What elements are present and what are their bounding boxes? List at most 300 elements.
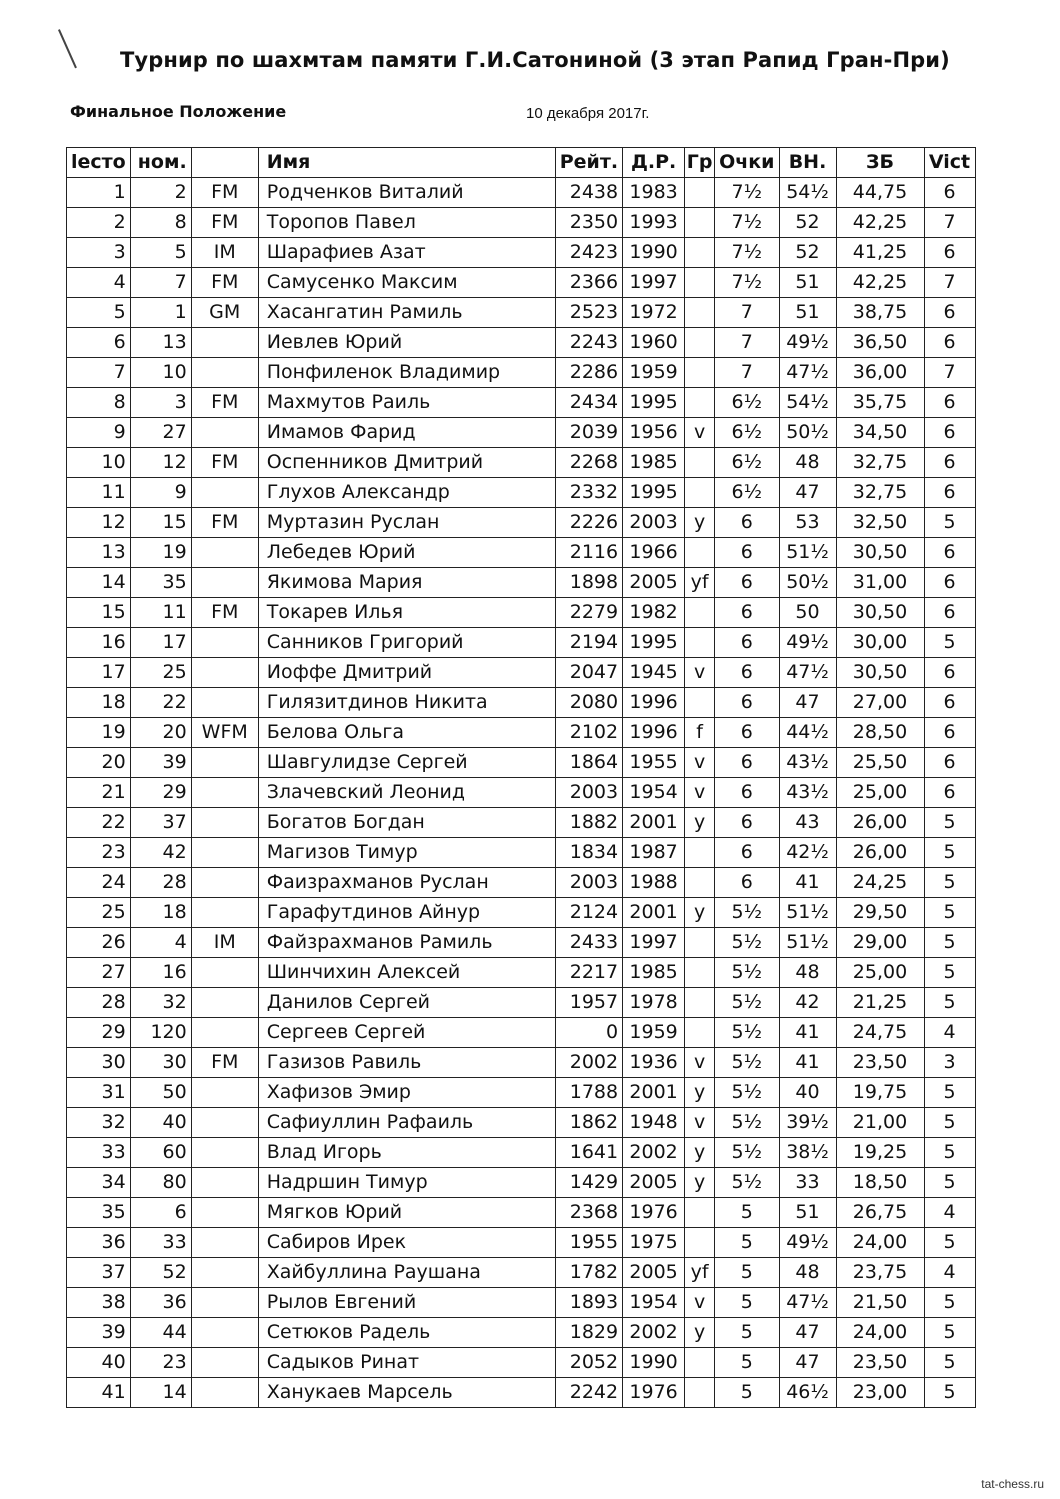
berger-cell: 34,50	[836, 418, 924, 448]
berger-cell: 25,00	[836, 958, 924, 988]
birth-year-cell: 1985	[623, 958, 685, 988]
group-cell	[685, 598, 715, 628]
wins-cell: 5	[924, 838, 975, 868]
place-cell: 16	[67, 628, 131, 658]
group-cell: f	[685, 718, 715, 748]
page-subtitle: Финальное Положение	[70, 102, 287, 121]
place-cell: 20	[67, 748, 131, 778]
points-cell: 6½	[715, 418, 779, 448]
buchholz-cell: 50	[779, 598, 836, 628]
birth-year-cell: 1983	[623, 178, 685, 208]
points-cell: 5	[715, 1198, 779, 1228]
berger-cell: 24,00	[836, 1228, 924, 1258]
name-cell: Шавгулидзе Сергей	[258, 748, 555, 778]
birth-year-cell: 2005	[623, 568, 685, 598]
berger-cell: 41,25	[836, 238, 924, 268]
number-cell: 2	[130, 178, 191, 208]
table-row	[67, 1168, 976, 1198]
wins-cell: 4	[924, 1258, 975, 1288]
place-cell: 26	[67, 928, 131, 958]
birth-year-cell: 1976	[623, 1198, 685, 1228]
table-row	[67, 268, 976, 298]
col-header-number: ном.	[130, 148, 191, 178]
wins-cell: 6	[924, 718, 975, 748]
name-cell: Ханукаев Марсель	[258, 1378, 555, 1408]
berger-cell: 23,50	[836, 1348, 924, 1378]
place-cell: 13	[67, 538, 131, 568]
birth-year-cell: 1987	[623, 838, 685, 868]
wins-cell: 5	[924, 1168, 975, 1198]
title-cell	[191, 538, 258, 568]
table-row	[67, 1078, 976, 1108]
site-watermark: tat-chess.ru	[981, 1477, 1044, 1491]
place-cell: 14	[67, 568, 131, 598]
title-cell	[191, 838, 258, 868]
number-cell: 23	[130, 1348, 191, 1378]
rating-cell: 1788	[555, 1078, 622, 1108]
berger-cell: 30,50	[836, 538, 924, 568]
name-cell: Шинчихин Алексей	[258, 958, 555, 988]
title-cell: IM	[191, 238, 258, 268]
birth-year-cell: 1996	[623, 688, 685, 718]
buchholz-cell: 52	[779, 208, 836, 238]
table-row	[67, 298, 976, 328]
points-cell: 5	[715, 1228, 779, 1258]
place-cell: 12	[67, 508, 131, 538]
title-cell	[191, 898, 258, 928]
buchholz-cell: 42½	[779, 838, 836, 868]
berger-cell: 31,00	[836, 568, 924, 598]
name-cell: Данилов Сергей	[258, 988, 555, 1018]
points-cell: 7½	[715, 238, 779, 268]
wins-cell: 5	[924, 628, 975, 658]
buchholz-cell: 41	[779, 1018, 836, 1048]
wins-cell: 5	[924, 508, 975, 538]
points-cell: 5½	[715, 1078, 779, 1108]
table-row	[67, 1198, 976, 1228]
col-header-points: Очки	[715, 148, 779, 178]
table-row	[67, 208, 976, 238]
name-cell: Якимова Мария	[258, 568, 555, 598]
table-row	[67, 388, 976, 418]
table-row	[67, 748, 976, 778]
rating-cell: 2242	[555, 1378, 622, 1408]
table-row	[67, 508, 976, 538]
title-cell: FM	[191, 598, 258, 628]
berger-cell: 21,25	[836, 988, 924, 1018]
table-row	[67, 1138, 976, 1168]
number-cell: 10	[130, 358, 191, 388]
birth-year-cell: 1995	[623, 478, 685, 508]
group-cell	[685, 1018, 715, 1048]
rating-cell: 2002	[555, 1048, 622, 1078]
number-cell: 3	[130, 388, 191, 418]
title-cell	[191, 478, 258, 508]
points-cell: 5½	[715, 1138, 779, 1168]
rating-cell: 0	[555, 1018, 622, 1048]
col-header-group: Гр	[685, 148, 715, 178]
berger-cell: 25,00	[836, 778, 924, 808]
points-cell: 6	[715, 628, 779, 658]
points-cell: 7	[715, 358, 779, 388]
col-header-wins: Vict	[924, 148, 975, 178]
title-cell	[191, 1288, 258, 1318]
points-cell: 7	[715, 298, 779, 328]
berger-cell: 42,25	[836, 208, 924, 238]
points-cell: 6	[715, 538, 779, 568]
name-cell: Сергеев Сергей	[258, 1018, 555, 1048]
berger-cell: 23,50	[836, 1048, 924, 1078]
wins-cell: 6	[924, 238, 975, 268]
number-cell: 52	[130, 1258, 191, 1288]
name-cell: Газизов Равиль	[258, 1048, 555, 1078]
group-cell: y	[685, 1078, 715, 1108]
place-cell: 3	[67, 238, 131, 268]
wins-cell: 5	[924, 1318, 975, 1348]
title-cell	[191, 418, 258, 448]
buchholz-cell: 54½	[779, 178, 836, 208]
col-header-birth-year: Д.Р.	[623, 148, 685, 178]
name-cell: Лебедев Юрий	[258, 538, 555, 568]
berger-cell: 23,75	[836, 1258, 924, 1288]
birth-year-cell: 1972	[623, 298, 685, 328]
buchholz-cell: 52	[779, 238, 836, 268]
buchholz-cell: 51½	[779, 898, 836, 928]
title-cell	[191, 1168, 258, 1198]
table-row	[67, 958, 976, 988]
table-row	[67, 178, 976, 208]
rating-cell: 1893	[555, 1288, 622, 1318]
buchholz-cell: 50½	[779, 418, 836, 448]
name-cell: Надршин Тимур	[258, 1168, 555, 1198]
wins-cell: 4	[924, 1198, 975, 1228]
buchholz-cell: 47½	[779, 1288, 836, 1318]
birth-year-cell: 2001	[623, 898, 685, 928]
title-cell	[191, 658, 258, 688]
birth-year-cell: 2005	[623, 1168, 685, 1198]
berger-cell: 25,50	[836, 748, 924, 778]
wins-cell: 6	[924, 478, 975, 508]
number-cell: 35	[130, 568, 191, 598]
points-cell: 6	[715, 658, 779, 688]
buchholz-cell: 38½	[779, 1138, 836, 1168]
points-cell: 5½	[715, 898, 779, 928]
berger-cell: 19,25	[836, 1138, 924, 1168]
title-cell	[191, 328, 258, 358]
name-cell: Махмутов Раиль	[258, 388, 555, 418]
place-cell: 6	[67, 328, 131, 358]
table-row	[67, 598, 976, 628]
title-cell: FM	[191, 208, 258, 238]
number-cell: 11	[130, 598, 191, 628]
number-cell: 33	[130, 1228, 191, 1258]
place-cell: 34	[67, 1168, 131, 1198]
wins-cell: 5	[924, 868, 975, 898]
number-cell: 30	[130, 1048, 191, 1078]
rating-cell: 1898	[555, 568, 622, 598]
wins-cell: 6	[924, 448, 975, 478]
name-cell: Родченков Виталий	[258, 178, 555, 208]
table-row	[67, 328, 976, 358]
title-cell	[191, 1018, 258, 1048]
name-cell: Рылов Евгений	[258, 1288, 555, 1318]
wins-cell: 3	[924, 1048, 975, 1078]
place-cell: 25	[67, 898, 131, 928]
birth-year-cell: 2001	[623, 1078, 685, 1108]
title-cell	[191, 988, 258, 1018]
place-cell: 4	[67, 268, 131, 298]
place-cell: 11	[67, 478, 131, 508]
points-cell: 6	[715, 688, 779, 718]
title-cell: IM	[191, 928, 258, 958]
number-cell: 80	[130, 1168, 191, 1198]
wins-cell: 5	[924, 988, 975, 1018]
berger-cell: 27,00	[836, 688, 924, 718]
wins-cell: 6	[924, 688, 975, 718]
wins-cell: 6	[924, 298, 975, 328]
place-cell: 24	[67, 868, 131, 898]
place-cell: 18	[67, 688, 131, 718]
berger-cell: 24,75	[836, 1018, 924, 1048]
name-cell: Фаизрахманов Руслан	[258, 868, 555, 898]
berger-cell: 36,00	[836, 358, 924, 388]
berger-cell: 18,50	[836, 1168, 924, 1198]
rating-cell: 2523	[555, 298, 622, 328]
group-cell: y	[685, 1318, 715, 1348]
buchholz-cell: 54½	[779, 388, 836, 418]
group-cell: y	[685, 1168, 715, 1198]
title-cell	[191, 1228, 258, 1258]
group-cell: v	[685, 1288, 715, 1318]
birth-year-cell: 1996	[623, 718, 685, 748]
table-row	[67, 568, 976, 598]
group-cell	[685, 538, 715, 568]
place-cell: 22	[67, 808, 131, 838]
group-cell	[685, 478, 715, 508]
place-cell: 32	[67, 1108, 131, 1138]
rating-cell: 2217	[555, 958, 622, 988]
berger-cell: 21,50	[836, 1288, 924, 1318]
points-cell: 7½	[715, 268, 779, 298]
wins-cell: 5	[924, 1348, 975, 1378]
group-cell	[685, 1348, 715, 1378]
number-cell: 29	[130, 778, 191, 808]
group-cell	[685, 358, 715, 388]
buchholz-cell: 48	[779, 1258, 836, 1288]
wins-cell: 6	[924, 178, 975, 208]
buchholz-cell: 50½	[779, 568, 836, 598]
buchholz-cell: 47½	[779, 358, 836, 388]
rating-cell: 1834	[555, 838, 622, 868]
name-cell: Понфиленок Владимир	[258, 358, 555, 388]
group-cell	[685, 1198, 715, 1228]
group-cell	[685, 298, 715, 328]
wins-cell: 5	[924, 1078, 975, 1108]
birth-year-cell: 1990	[623, 238, 685, 268]
rating-cell: 2243	[555, 328, 622, 358]
place-cell: 38	[67, 1288, 131, 1318]
place-cell: 9	[67, 418, 131, 448]
buchholz-cell: 43½	[779, 748, 836, 778]
col-header-buchholz: ВН.	[779, 148, 836, 178]
birth-year-cell: 1997	[623, 928, 685, 958]
number-cell: 36	[130, 1288, 191, 1318]
birth-year-cell: 1978	[623, 988, 685, 1018]
rating-cell: 2047	[555, 658, 622, 688]
group-cell	[685, 838, 715, 868]
points-cell: 6	[715, 838, 779, 868]
title-cell	[191, 1198, 258, 1228]
birth-year-cell: 1995	[623, 388, 685, 418]
wins-cell: 6	[924, 538, 975, 568]
buchholz-cell: 51	[779, 1198, 836, 1228]
buchholz-cell: 33	[779, 1168, 836, 1198]
number-cell: 120	[130, 1018, 191, 1048]
name-cell: Влад Игорь	[258, 1138, 555, 1168]
group-cell	[685, 928, 715, 958]
berger-cell: 23,00	[836, 1378, 924, 1408]
rating-cell: 1782	[555, 1258, 622, 1288]
rating-cell: 2279	[555, 598, 622, 628]
berger-cell: 29,50	[836, 898, 924, 928]
rating-cell: 2366	[555, 268, 622, 298]
berger-cell: 30,50	[836, 598, 924, 628]
number-cell: 16	[130, 958, 191, 988]
buchholz-cell: 49½	[779, 328, 836, 358]
group-cell	[685, 448, 715, 478]
place-cell: 17	[67, 658, 131, 688]
group-cell: y	[685, 508, 715, 538]
standings-body	[67, 178, 976, 1408]
buchholz-cell: 39½	[779, 1108, 836, 1138]
number-cell: 60	[130, 1138, 191, 1168]
table-row	[67, 688, 976, 718]
place-cell: 30	[67, 1048, 131, 1078]
title-cell: FM	[191, 508, 258, 538]
buchholz-cell: 47	[779, 1318, 836, 1348]
rating-cell: 2102	[555, 718, 622, 748]
number-cell: 32	[130, 988, 191, 1018]
buchholz-cell: 51	[779, 268, 836, 298]
table-row	[67, 1288, 976, 1318]
table-row	[67, 1228, 976, 1258]
points-cell: 5½	[715, 988, 779, 1018]
scan-mark	[58, 29, 77, 68]
group-cell: y	[685, 1138, 715, 1168]
birth-year-cell: 1954	[623, 1288, 685, 1318]
buchholz-cell: 51½	[779, 538, 836, 568]
points-cell: 5	[715, 1348, 779, 1378]
number-cell: 1	[130, 298, 191, 328]
place-cell: 35	[67, 1198, 131, 1228]
points-cell: 7	[715, 328, 779, 358]
number-cell: 40	[130, 1108, 191, 1138]
table-header-row	[67, 148, 976, 178]
group-cell	[685, 178, 715, 208]
buchholz-cell: 51½	[779, 928, 836, 958]
place-cell: 5	[67, 298, 131, 328]
place-cell: 10	[67, 448, 131, 478]
table-row	[67, 358, 976, 388]
birth-year-cell: 2002	[623, 1318, 685, 1348]
group-cell	[685, 268, 715, 298]
rating-cell: 2052	[555, 1348, 622, 1378]
place-cell: 21	[67, 778, 131, 808]
number-cell: 28	[130, 868, 191, 898]
points-cell: 5	[715, 1378, 779, 1408]
berger-cell: 19,75	[836, 1078, 924, 1108]
birth-year-cell: 1955	[623, 748, 685, 778]
number-cell: 22	[130, 688, 191, 718]
birth-year-cell: 2003	[623, 508, 685, 538]
points-cell: 6½	[715, 388, 779, 418]
group-cell: v	[685, 778, 715, 808]
group-cell: y	[685, 808, 715, 838]
number-cell: 8	[130, 208, 191, 238]
name-cell: Сафиуллин Рафаиль	[258, 1108, 555, 1138]
points-cell: 6	[715, 508, 779, 538]
table-row	[67, 1108, 976, 1138]
wins-cell: 4	[924, 1018, 975, 1048]
birth-year-cell: 1988	[623, 868, 685, 898]
title-cell	[191, 808, 258, 838]
berger-cell: 38,75	[836, 298, 924, 328]
birth-year-cell: 1975	[623, 1228, 685, 1258]
berger-cell: 28,50	[836, 718, 924, 748]
wins-cell: 5	[924, 928, 975, 958]
rating-cell: 2350	[555, 208, 622, 238]
name-cell: Хафизов Эмир	[258, 1078, 555, 1108]
name-cell: Магизов Тимур	[258, 838, 555, 868]
berger-cell: 30,50	[836, 658, 924, 688]
buchholz-cell: 47	[779, 688, 836, 718]
wins-cell: 6	[924, 658, 975, 688]
group-cell	[685, 1378, 715, 1408]
number-cell: 27	[130, 418, 191, 448]
group-cell	[685, 988, 715, 1018]
name-cell: Белова Ольга	[258, 718, 555, 748]
standings-table	[66, 147, 976, 1408]
rating-cell: 1429	[555, 1168, 622, 1198]
wins-cell: 6	[924, 748, 975, 778]
place-cell: 40	[67, 1348, 131, 1378]
col-header-title	[191, 148, 258, 178]
points-cell: 5½	[715, 928, 779, 958]
buchholz-cell: 42	[779, 988, 836, 1018]
rating-cell: 2332	[555, 478, 622, 508]
place-cell: 23	[67, 838, 131, 868]
berger-cell: 35,75	[836, 388, 924, 418]
group-cell	[685, 628, 715, 658]
table-row	[67, 1378, 976, 1408]
number-cell: 50	[130, 1078, 191, 1108]
group-cell: yf	[685, 568, 715, 598]
col-header-berger: ЗБ	[836, 148, 924, 178]
wins-cell: 7	[924, 358, 975, 388]
rating-cell: 2433	[555, 928, 622, 958]
table-row	[67, 238, 976, 268]
number-cell: 20	[130, 718, 191, 748]
rating-cell: 2039	[555, 418, 622, 448]
number-cell: 15	[130, 508, 191, 538]
title-cell: FM	[191, 1048, 258, 1078]
group-cell: yf	[685, 1258, 715, 1288]
table-row	[67, 838, 976, 868]
group-cell: y	[685, 898, 715, 928]
rating-cell: 2003	[555, 778, 622, 808]
place-cell: 7	[67, 358, 131, 388]
name-cell: Торопов Павел	[258, 208, 555, 238]
